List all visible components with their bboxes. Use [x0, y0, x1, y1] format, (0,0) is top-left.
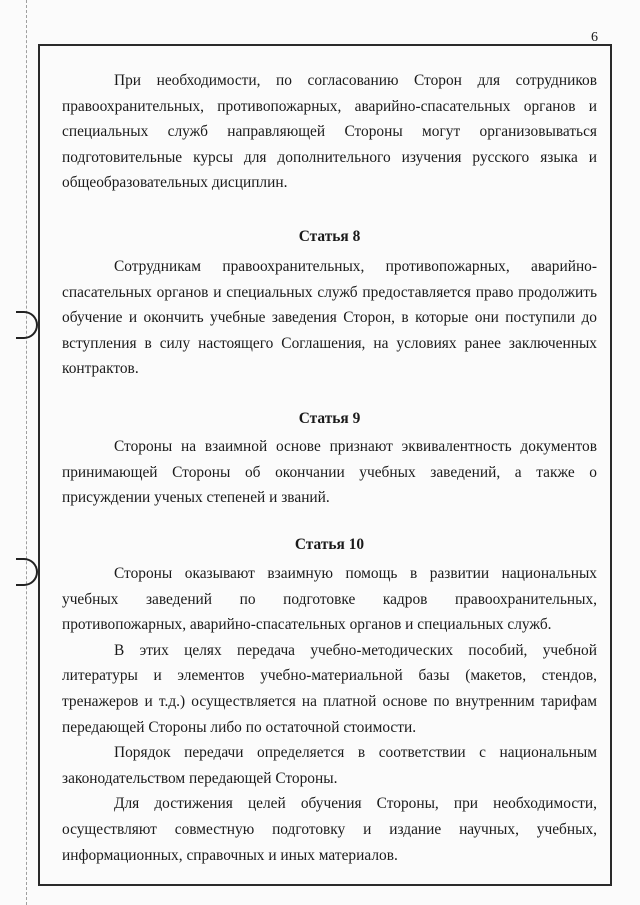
article-10-paragraph-3: Порядок передачи определяется в соответствии с национальным законодательством передающей Стороны. — [62, 744, 597, 787]
article-9-title: Статья 9 — [298, 410, 361, 427]
article-9-body — [62, 434, 597, 511]
intro-paragraph: При необходимости, по согласованию Сторон для сотрудников правоохранительных, противопожарных, аварийно-спасательных органов и специальных служб направляющей Стороны могут организовываться подготовительные курсы для дополнительного изучения русского языка и общеобразовательных дисциплин. — [62, 72, 597, 192]
article-8-paragraph: Сотрудникам правоохранительных, противопожарных, аварийно-спасательных органов и специальных служб предоставляется право продолжить обучение и окончить учебные заведения Сторон, в которые они поступили до вступления в силу настоящего Соглашения, на условиях ранее заключенных контрактов. — [62, 258, 597, 378]
article-10-body — [62, 561, 597, 868]
article-8-body — [62, 254, 597, 382]
article-10-title: Статья 10 — [294, 536, 365, 553]
intro-paragraph-block — [62, 68, 597, 196]
article-10-paragraph-1: Стороны оказывают взаимную помощь в развитии национальных учебных заведений по подготовке кадров правоохранительных, противопожарных, аварийно-спасательных органов и специальных служб. — [62, 565, 597, 634]
binding-edge — [4, 0, 27, 905]
article-8-title: Статья 8 — [298, 228, 361, 245]
article-10-paragraph-2: В этих целях передача учебно-методических пособий, учебной литературы и элементов учебно-материальной базы (макетов, стендов, тренажеров и т.д.) осуществляется на платной основе по внутренним тарифам передающей Стороны либо по остаточной стоимости. — [62, 641, 597, 736]
article-10-paragraph-4: Для достижения целей обучения Стороны, при необходимости, осуществляют совместную подготовку и издание научных, учебных, информационных, справочных и иных материалов. — [62, 795, 597, 864]
article-9-paragraph: Стороны на взаимной основе признают эквивалентность документов принимающей Стороны об окончании учебных заведений, а также о присуждении ученых степеней и званий. — [62, 438, 597, 507]
punch-hole-upper — [16, 311, 38, 339]
punch-hole-lower — [16, 558, 38, 586]
page-number: 6 — [591, 30, 598, 45]
